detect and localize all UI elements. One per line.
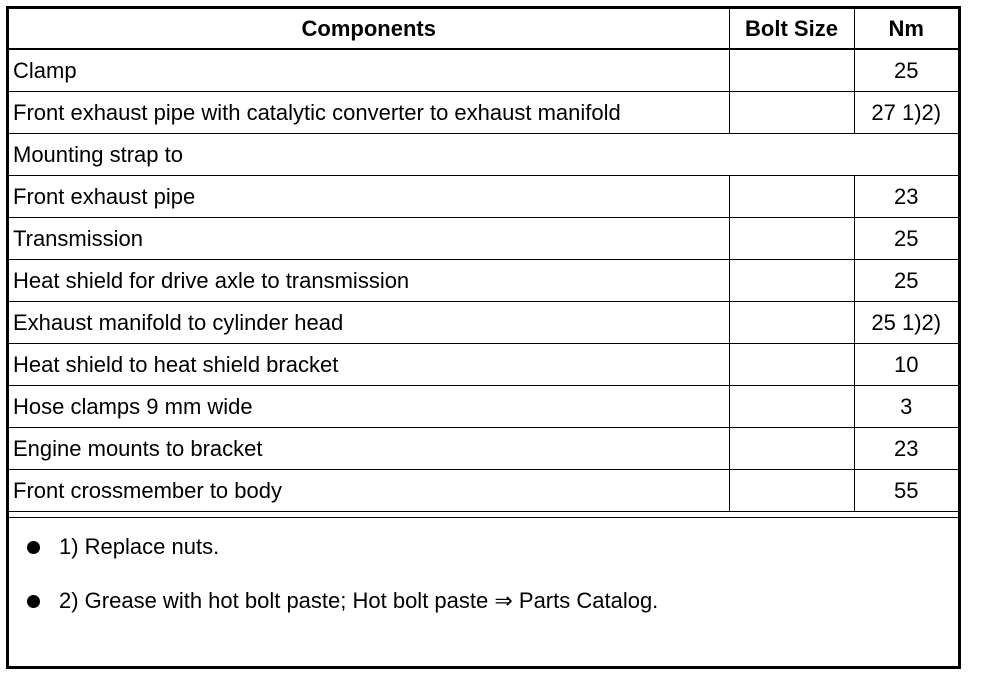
bolt-size-cell	[729, 428, 854, 470]
bullet-icon	[27, 595, 40, 608]
nm-cell: 25	[854, 218, 958, 260]
footnote-text: 1) Replace nuts.	[59, 534, 220, 559]
table-row	[9, 134, 958, 176]
table-row	[9, 92, 958, 134]
nm-cell: 23	[854, 428, 958, 470]
table-row	[9, 260, 958, 302]
nm-cell: 3	[854, 386, 958, 428]
component-cell: Engine mounts to bracket	[9, 428, 729, 470]
bolt-size-cell	[729, 176, 854, 218]
table-row	[9, 49, 958, 92]
bolt-size-cell	[729, 92, 854, 134]
bolt-size-cell	[729, 344, 854, 386]
table-row	[9, 344, 958, 386]
component-cell: Transmission	[9, 218, 729, 260]
table-row	[9, 302, 958, 344]
footnote-text: 2) Grease with hot bolt paste; Hot bolt paste ⇒ Parts Catalog.	[59, 588, 659, 613]
footnote-item	[27, 588, 658, 614]
nm-cell: 10	[854, 344, 958, 386]
nm-cell: 27 1)2)	[854, 92, 958, 134]
bolt-size-cell	[729, 260, 854, 302]
bolt-size-cell	[729, 386, 854, 428]
table-row	[9, 428, 958, 470]
bullet-icon	[27, 541, 40, 554]
nm-cell: 25	[854, 49, 958, 92]
component-cell: Heat shield to heat shield bracket	[9, 344, 729, 386]
component-group-heading: Mounting strap to	[9, 134, 958, 176]
bolt-size-cell	[729, 470, 854, 512]
component-cell: Front exhaust pipe with catalytic converter to exhaust manifold	[9, 92, 729, 134]
bolt-size-cell	[729, 49, 854, 92]
table-row	[9, 470, 958, 512]
table-row	[9, 218, 958, 260]
footnotes	[9, 517, 958, 613]
footnote-item	[27, 534, 219, 560]
nm-cell: 23	[854, 176, 958, 218]
component-cell: Clamp	[9, 49, 729, 92]
table-header-row	[9, 9, 958, 49]
torque-spec-table	[9, 9, 958, 512]
component-cell: Front exhaust pipe	[9, 176, 729, 218]
component-cell: Exhaust manifold to cylinder head	[9, 302, 729, 344]
table-row	[9, 176, 958, 218]
nm-cell: 25 1)2)	[854, 302, 958, 344]
header-bolt-size: Bolt Size	[729, 9, 854, 49]
component-cell: Heat shield for drive axle to transmission	[9, 260, 729, 302]
nm-cell: 55	[854, 470, 958, 512]
torque-spec-table-frame	[6, 6, 961, 669]
header-nm: Nm	[854, 9, 958, 49]
header-components: Components	[9, 9, 729, 49]
bolt-size-cell	[729, 302, 854, 344]
nm-cell: 25	[854, 260, 958, 302]
component-cell: Front crossmember to body	[9, 470, 729, 512]
table-row	[9, 386, 958, 428]
component-cell: Hose clamps 9 mm wide	[9, 386, 729, 428]
bolt-size-cell	[729, 218, 854, 260]
